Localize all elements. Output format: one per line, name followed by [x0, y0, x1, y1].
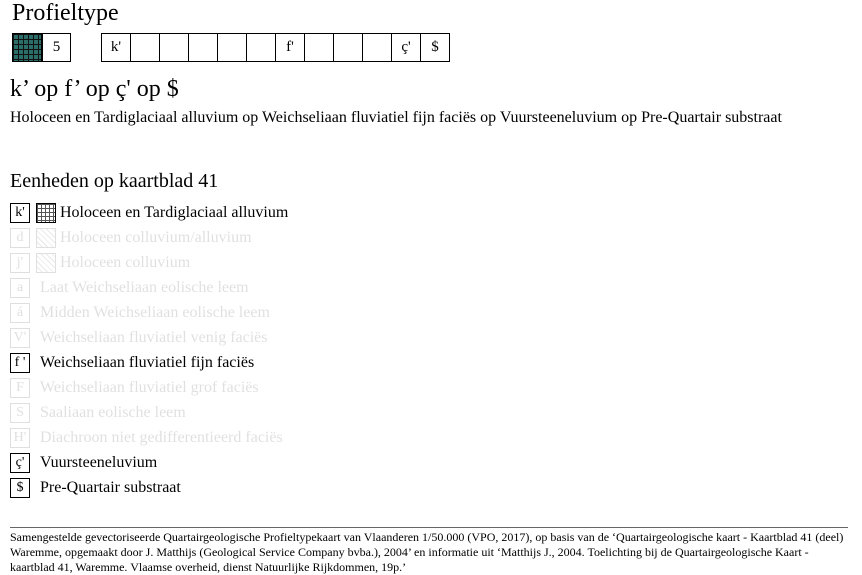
unit-label: Weichseliaan fluviatiel fijn faciës: [40, 354, 255, 371]
sequence-cell: k': [101, 33, 131, 62]
footer-citation: Samengestelde gevectoriseerde Quartairgeologische Profieltypekaart van Vlaanderen 1/50.000 (VPO, 2017), op basis van de ‘Quartairgeologische kaart - Kaartblad 41 (deel) Waremme, opgemaakt door J. Matthijs (Geological Service Company bvba.), 2004’ en informatie uit ‘Matthijs J., 2004. Toelichting bij de Quartairgeologische Kaart - kaartblad 41, Waremme. Vlaamse overheid, dienst Natuurlijke Rijkdommen, 19p.’: [10, 530, 844, 574]
unit-label: Midden Weichseliaan eolische leem: [40, 304, 270, 321]
unit-code-box: f ': [10, 353, 30, 373]
unit-code-box: ç': [10, 453, 30, 473]
unit-label: Weichseliaan fluviatiel grof faciës: [40, 379, 259, 396]
unit-code-box: F: [10, 378, 30, 398]
grid-pattern-icon: [36, 203, 56, 223]
unit-code-box: k': [10, 203, 30, 223]
unit-code-box: $: [10, 478, 30, 498]
legend-item: [10, 427, 283, 449]
sequence-cell: [130, 33, 160, 62]
profile-heading: k’ op f’ op ç' op $: [10, 76, 179, 102]
profile-color-swatch: [12, 33, 42, 62]
unit-code-box: S: [10, 403, 30, 423]
legend-item: [10, 277, 249, 299]
legend-item: [10, 252, 190, 274]
sequence-cell: [246, 33, 276, 62]
profile-description: Holoceen en Tardiglaciaal alluvium op Weichseliaan fluviatiel fijn faciës op Vuursteeneluvium op Pre-Quartair substraat: [10, 109, 782, 126]
legend-item: [10, 202, 288, 224]
sequence-cell: [362, 33, 392, 62]
unit-label: Holoceen colluvium/alluvium: [60, 229, 252, 246]
unit-label: Pre-Quartair substraat: [40, 479, 181, 496]
sequence-cell: [217, 33, 247, 62]
sequence-cell: [188, 33, 218, 62]
legend-item: [10, 377, 259, 399]
units-heading: Eenheden op kaartblad 41: [10, 170, 219, 192]
profile-count: 5: [42, 33, 71, 62]
sequence-cell: [304, 33, 334, 62]
unit-code-box: d: [10, 228, 30, 248]
legend-item: [10, 477, 181, 499]
unit-code-box: H': [10, 428, 30, 448]
sequence-cell: ç': [391, 33, 421, 62]
legend-item: [10, 327, 268, 349]
legend-item: [10, 452, 157, 474]
hatch-pattern-icon: [36, 228, 56, 248]
unit-label: Vuursteeneluvium: [40, 454, 158, 471]
footer-divider: [10, 527, 848, 528]
unit-label: Weichseliaan fluviatiel venig faciës: [40, 329, 268, 346]
legend-item: [10, 302, 270, 324]
legend-item: [10, 227, 252, 249]
page-title: Profieltype: [12, 0, 119, 26]
hatch-pattern-icon: [36, 253, 56, 273]
unit-code-box: j': [10, 253, 30, 273]
unit-label: Diachroon niet gedifferentieerd faciës: [40, 429, 283, 446]
unit-code-box: á: [10, 303, 30, 323]
unit-code-box: V': [10, 328, 30, 348]
sequence-cell: f': [275, 33, 305, 62]
sequence-cell: [333, 33, 363, 62]
unit-label: Holoceen colluvium: [60, 254, 191, 271]
unit-label: Holoceen en Tardiglaciaal alluvium: [60, 204, 289, 221]
unit-code-box: a: [10, 278, 30, 298]
sequence-cell: $: [420, 33, 450, 62]
unit-label: Laat Weichseliaan eolische leem: [40, 279, 249, 296]
unit-label: Saaliaan eolische leem: [40, 404, 186, 421]
legend-item: [10, 402, 186, 424]
legend-item: [10, 352, 254, 374]
sequence-cell: [159, 33, 189, 62]
